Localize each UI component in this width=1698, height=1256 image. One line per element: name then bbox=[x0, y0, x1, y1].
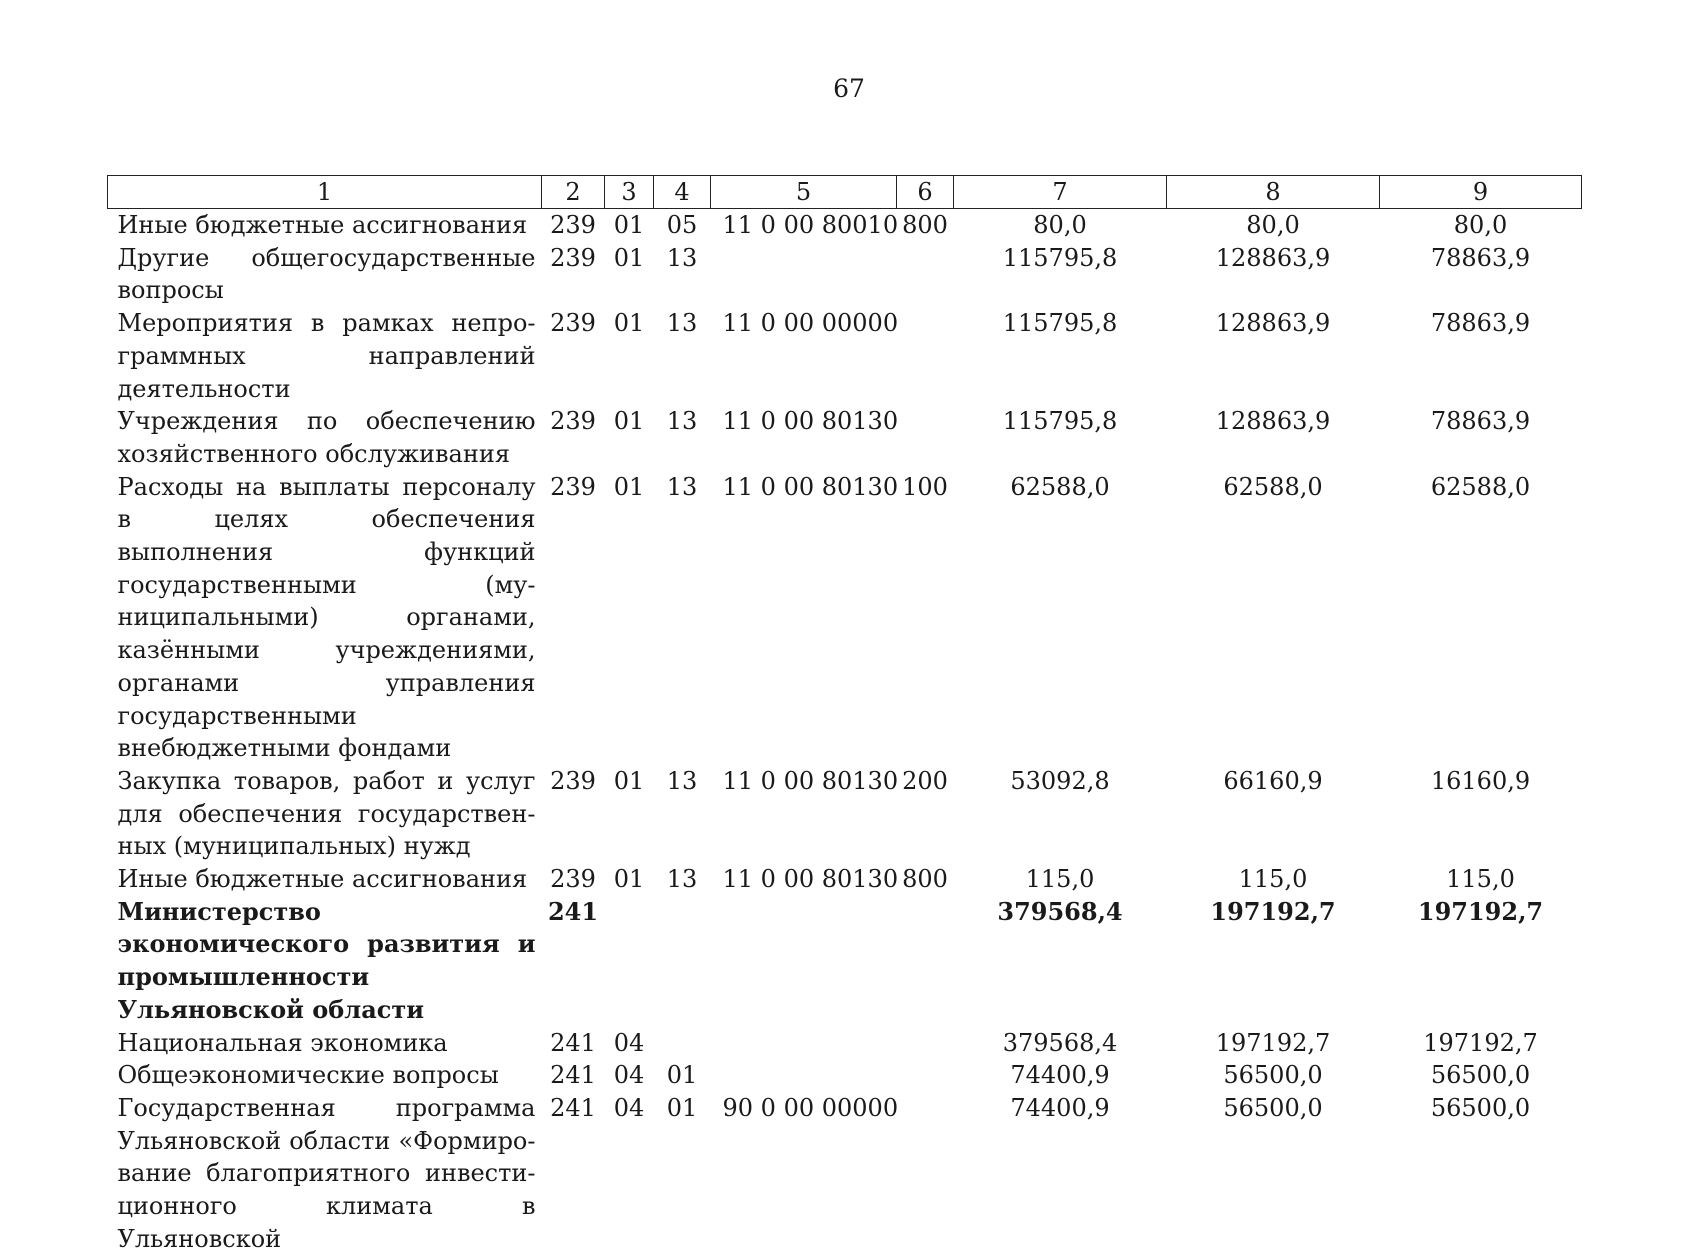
amount-col8-cell: 56500,0 bbox=[1223, 1093, 1323, 1122]
amount-col9-cell: 197192,7 bbox=[1423, 1028, 1538, 1057]
amount-col9-cell: 80,0 bbox=[1453, 211, 1508, 239]
amount-col8-cell: 197192,7 bbox=[1215, 1028, 1331, 1057]
subsection-code-cell: 13 bbox=[666, 309, 698, 338]
subsection-code-cell: 13 bbox=[666, 865, 698, 894]
target-article-cell: 11 0 00 80130 bbox=[722, 407, 899, 436]
section-code-cell: 04 bbox=[613, 1028, 645, 1057]
column-header: 3 bbox=[605, 176, 654, 209]
subsection-code-cell bbox=[654, 896, 711, 1027]
amount-col9-cell: 115,0 bbox=[1446, 865, 1515, 894]
column-header: 6 bbox=[897, 176, 954, 209]
row-name-cell: Учреждения по обеспечению хозяйственного обслуживания bbox=[117, 407, 536, 468]
header-row bbox=[108, 176, 1582, 209]
section-code-cell: 01 bbox=[613, 407, 645, 436]
amount-col7-cell: 115795,8 bbox=[1002, 243, 1118, 272]
ministry-code-cell: 239 bbox=[550, 309, 596, 338]
row-name-cell: Государственная программа Ульяновской области «Формирование благоприятного инвестиционного климата в Ульяновской bbox=[117, 1093, 536, 1253]
expense-type-cell bbox=[897, 1092, 954, 1256]
target-article-cell: 11 0 00 80010 bbox=[722, 211, 899, 239]
amount-col7-cell: 80,0 bbox=[1033, 211, 1087, 239]
amount-col7-cell: 62588,0 bbox=[1010, 472, 1110, 501]
amount-col8-cell: 128863,9 bbox=[1215, 407, 1331, 436]
table-row bbox=[108, 863, 1582, 896]
target-article-cell bbox=[711, 242, 897, 307]
amount-col7-cell: 115,0 bbox=[1025, 865, 1095, 894]
target-article-cell bbox=[711, 1027, 897, 1060]
table-row bbox=[108, 307, 1582, 405]
ministry-code-cell: 239 bbox=[550, 243, 596, 272]
column-header: 8 bbox=[1167, 176, 1380, 209]
amount-col8-cell: 62588,0 bbox=[1223, 472, 1323, 501]
section-code-cell bbox=[605, 896, 654, 1027]
section-code-cell: 04 bbox=[613, 1093, 645, 1122]
row-name-cell: Другие общегосударственные вопросы bbox=[117, 243, 536, 305]
subsection-code-cell: 13 bbox=[666, 407, 698, 436]
row-name-cell: Национальная экономика bbox=[117, 1028, 448, 1057]
target-article-cell: 11 0 00 80130 bbox=[722, 472, 899, 501]
row-name-cell: Министерство экономического развития и промышленности Ульяновской области bbox=[117, 896, 536, 1024]
column-header: 2 bbox=[542, 176, 605, 209]
table-row bbox=[108, 1092, 1582, 1256]
amount-col8-cell: 80,0 bbox=[1246, 211, 1300, 239]
target-article-cell bbox=[711, 1059, 897, 1092]
subsection-code-cell: 13 bbox=[666, 766, 698, 795]
expense-type-cell bbox=[897, 1059, 954, 1092]
table-row bbox=[108, 896, 1582, 1027]
amount-col7-cell: 74400,9 bbox=[1010, 1093, 1110, 1122]
subsection-code-cell bbox=[654, 1027, 711, 1060]
amount-col7-cell: 115795,8 bbox=[1002, 407, 1118, 436]
amount-col7-cell: 379568,4 bbox=[1002, 1028, 1118, 1057]
ministry-code-cell: 239 bbox=[550, 865, 596, 894]
section-code-cell: 01 bbox=[613, 865, 645, 894]
table-row bbox=[108, 209, 1582, 242]
ministry-code-cell: 239 bbox=[550, 211, 596, 239]
target-article-cell: 11 0 00 00000 bbox=[722, 309, 899, 338]
table-row bbox=[108, 765, 1582, 863]
expense-type-cell: 100 bbox=[902, 472, 948, 501]
amount-col8-cell: 128863,9 bbox=[1215, 309, 1331, 338]
column-header: 1 bbox=[108, 176, 542, 209]
section-code-cell: 01 bbox=[613, 766, 645, 795]
budget-table bbox=[107, 175, 1582, 1256]
amount-col7-cell: 74400,9 bbox=[1010, 1061, 1110, 1090]
subsection-code-cell: 13 bbox=[666, 243, 698, 272]
amount-col7-cell: 53092,8 bbox=[1010, 766, 1110, 795]
amount-col9-cell: 56500,0 bbox=[1430, 1093, 1531, 1122]
amount-col8-cell: 197192,7 bbox=[1210, 896, 1336, 926]
amount-col9-cell: 56500,0 bbox=[1430, 1061, 1531, 1090]
subsection-code-cell: 13 bbox=[666, 472, 698, 501]
expense-type-cell bbox=[897, 307, 954, 405]
section-code-cell: 04 bbox=[613, 1061, 645, 1090]
section-code-cell: 01 bbox=[613, 211, 645, 239]
column-header: 7 bbox=[954, 176, 1167, 209]
column-header: 9 bbox=[1380, 176, 1582, 209]
ministry-code-cell: 241 bbox=[550, 1061, 596, 1090]
row-name-cell: Иные бюджетные ассигнования bbox=[117, 865, 528, 894]
table-row bbox=[108, 1059, 1582, 1092]
ministry-code-cell: 241 bbox=[550, 1093, 596, 1122]
amount-col8-cell: 128863,9 bbox=[1215, 243, 1331, 272]
expense-type-cell bbox=[897, 405, 954, 470]
section-code-cell: 01 bbox=[613, 243, 645, 272]
column-header: 5 bbox=[711, 176, 897, 209]
subsection-code-cell: 05 bbox=[666, 211, 698, 239]
ministry-code-cell: 239 bbox=[550, 407, 596, 436]
amount-col7-cell: 379568,4 bbox=[997, 896, 1123, 926]
row-name-cell: Иные бюджетные ассигнования bbox=[117, 211, 528, 239]
column-header: 4 bbox=[654, 176, 711, 209]
target-article-cell bbox=[711, 896, 897, 1027]
ministry-code-cell: 239 bbox=[550, 766, 596, 795]
amount-col7-cell: 115795,8 bbox=[1002, 309, 1118, 338]
row-name-cell: Мероприятия в рамках непрограммных направлений деятельности bbox=[117, 309, 536, 403]
table-row bbox=[108, 405, 1582, 470]
expense-type-cell bbox=[897, 1027, 954, 1060]
amount-col9-cell: 78863,9 bbox=[1430, 243, 1531, 272]
table-row bbox=[108, 1027, 1582, 1060]
expense-type-cell bbox=[897, 896, 954, 1027]
page-number: 67 bbox=[833, 74, 865, 103]
row-name-cell: Закупка товаров, работ и услуг для обеспечения государственных (муниципальных) нужд bbox=[117, 766, 536, 861]
expense-type-cell bbox=[897, 242, 954, 307]
expense-type-cell: 800 bbox=[902, 211, 948, 239]
amount-col8-cell: 56500,0 bbox=[1223, 1061, 1323, 1090]
target-article-cell: 11 0 00 80130 bbox=[722, 865, 899, 894]
subsection-code-cell: 01 bbox=[666, 1061, 698, 1090]
table-row bbox=[108, 471, 1582, 765]
expense-type-cell: 200 bbox=[902, 766, 948, 795]
amount-col9-cell: 78863,9 bbox=[1430, 407, 1531, 436]
subsection-code-cell: 01 bbox=[666, 1093, 698, 1122]
table-row bbox=[108, 242, 1582, 307]
amount-col9-cell: 16160,9 bbox=[1430, 766, 1531, 795]
ministry-code-cell: 239 bbox=[550, 472, 596, 501]
table-header bbox=[108, 176, 1582, 209]
expense-type-cell: 800 bbox=[902, 865, 948, 894]
amount-col8-cell: 66160,9 bbox=[1223, 766, 1323, 795]
amount-col9-cell: 197192,7 bbox=[1417, 896, 1544, 926]
target-article-cell: 11 0 00 80130 bbox=[722, 766, 899, 795]
table-body bbox=[108, 209, 1582, 1256]
row-name-cell: Общеэкономические вопросы bbox=[117, 1061, 499, 1090]
ministry-code-cell: 241 bbox=[547, 896, 599, 926]
section-code-cell: 01 bbox=[613, 472, 645, 501]
amount-col8-cell: 115,0 bbox=[1238, 865, 1308, 894]
ministry-code-cell: 241 bbox=[550, 1028, 596, 1057]
section-code-cell: 01 bbox=[613, 309, 645, 338]
row-name-cell: Расходы на выплаты персоналу в целях обеспечения выполнения функций государственными (муниципальными) органами, казёнными учреждениями, органами управления государственными внебюджетными фондами bbox=[117, 472, 536, 763]
target-article-cell: 90 0 00 00000 bbox=[722, 1093, 899, 1122]
amount-col9-cell: 62588,0 bbox=[1430, 472, 1531, 501]
amount-col9-cell: 78863,9 bbox=[1430, 309, 1531, 338]
